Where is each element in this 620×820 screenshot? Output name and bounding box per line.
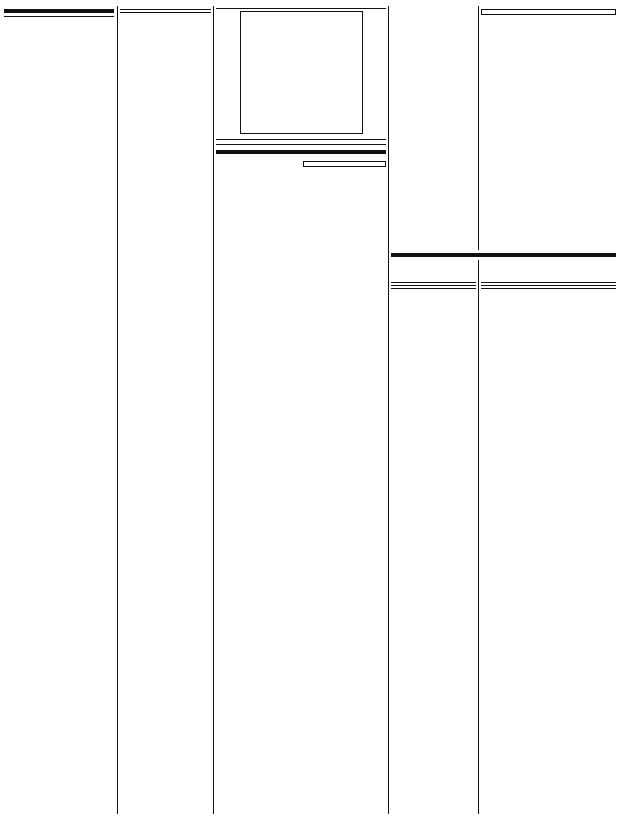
crossword-row-numbers: [226, 11, 240, 134]
column-5: [481, 6, 616, 250]
column-2: [120, 6, 211, 814]
servicios-band: [391, 250, 616, 260]
column-1: [4, 6, 114, 814]
column-5-lower: [481, 280, 616, 814]
column-3: [216, 6, 386, 814]
column-rule: [478, 6, 479, 814]
bolsa-ensenanza-title: [216, 150, 386, 154]
column-rule: [388, 6, 389, 814]
column-rule: [213, 6, 214, 814]
bolsa-servicios-title: [391, 253, 616, 257]
respetar-notice: [481, 9, 616, 15]
column-rule: [117, 6, 118, 814]
lea-abc-box: [303, 161, 386, 167]
bolsa-trabajo-title: [4, 9, 114, 13]
crossword: [216, 11, 386, 134]
column-4-lower: [391, 280, 476, 814]
crossword-grid: [240, 11, 363, 134]
